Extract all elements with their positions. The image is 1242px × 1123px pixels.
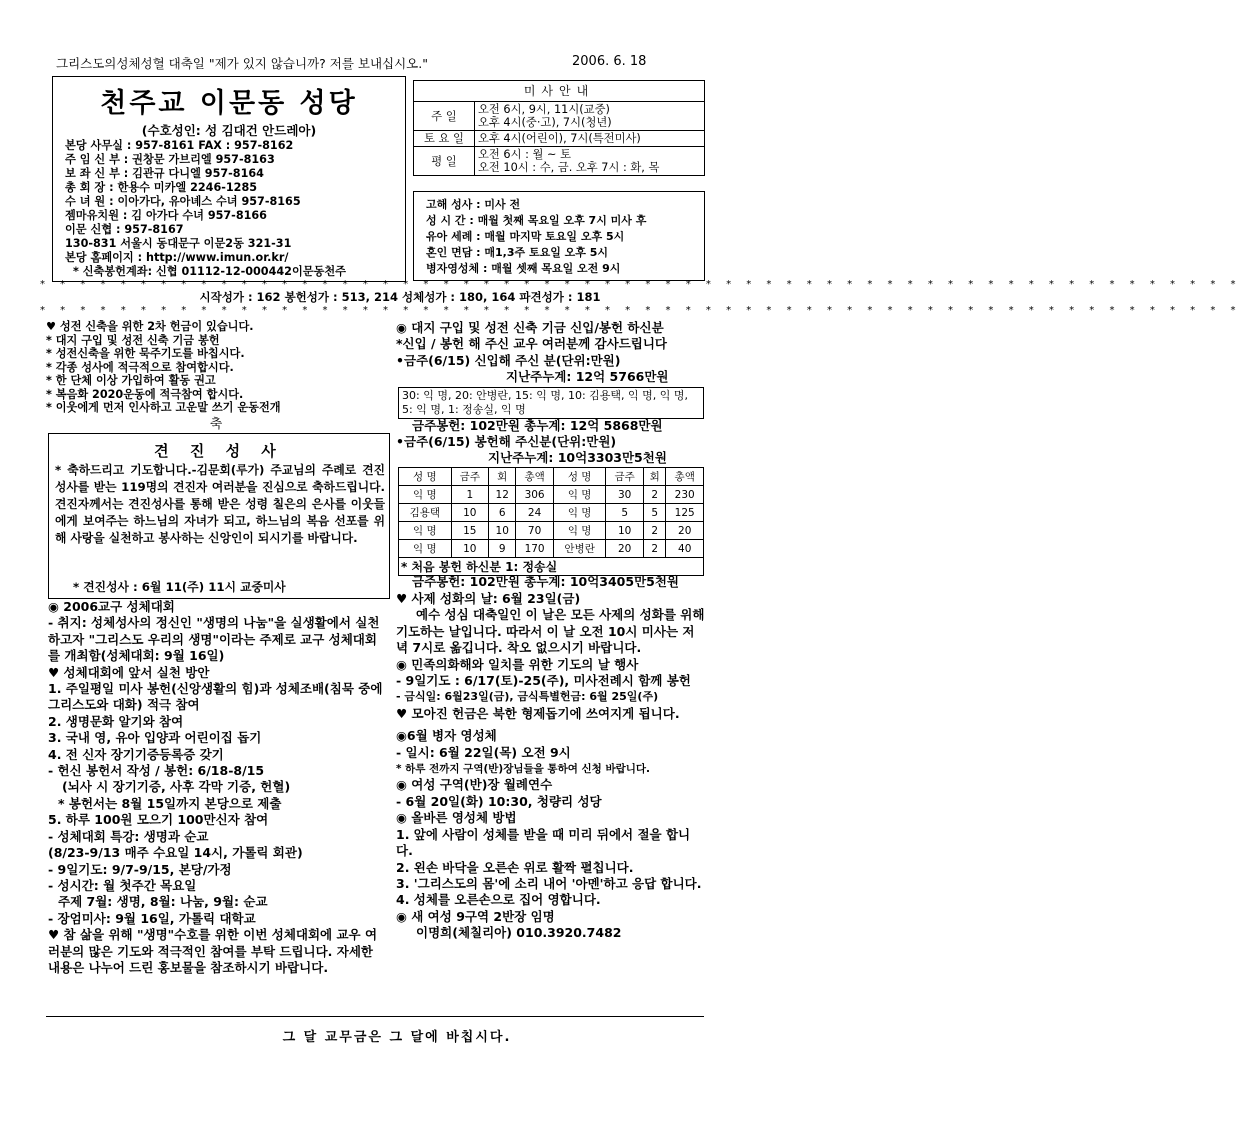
table-cell: 6 [489,504,516,522]
table-row [399,504,704,522]
parish-info-box [52,76,406,282]
list-item: - 9일기도: 9/7-9/15, 본당/가정 [48,861,232,877]
table-cell: 5 [606,504,644,522]
table-cell: 125 [666,504,704,522]
notice-item: * 이웃에게 먼저 인사하고 고운말 쓰기 운동전개 [46,401,281,414]
table-cell: 70 [516,522,554,540]
mass-time: 오후 4시(어린이), 7시(특전미사) [475,131,705,147]
confirmation-title: 견 진 성 사 [154,442,284,460]
list-item: (8/23-9/13 매주 수요일 14시, 가톨릭 회관) [48,845,303,861]
list-item: - 성체대회 특강: 생명과 순교 [48,828,209,844]
notice-item: * 한 단체 이상 가입하여 활동 권고 [46,374,216,387]
table-header-row [399,468,704,486]
mass-schedule-title: 미사안내 [413,80,705,102]
donor-list: 30: 익 명, 20: 안병란, 15: 익 명, 10: 김용택, 익 명, 익 명, 5: 익 명, 1: 정송실, 익 명 [398,387,704,419]
section-heading: •금주(6/15) 봉헌해 주신분(단위:만원) [396,434,617,449]
mass-times [475,102,705,131]
column-header: 총액 [516,468,554,486]
notice-list [46,320,281,415]
list-item: 3. '그리스도의 몸'에 소리 내어 '아멘'하고 응답 합니다. [396,875,702,891]
paragraph: ♥ 참 삶을 위해 "생명"수호를 위한 이번 성체대회에 교우 여러분의 많은 기도와 적극적인 참여를 부탁 드립니다. 자세한 내용은 나누어 드린 홍보물을 참조하시기 바랍니다. [48,927,378,975]
first-donor-note: * 처음 봉헌 하신분 1: 정송실 [399,558,704,576]
list-item: 1. 앞에 사람이 성체를 받을 때 미리 뒤에서 절을 합니다. [396,826,691,859]
table-row [399,558,704,576]
table-cell: 5 [643,504,665,522]
table-row [399,540,704,558]
appointee: 이명희(체칠리아) 010.3920.7482 [416,925,622,941]
mass-time: 오전 6시, 9시, 11시(교중) [478,103,610,116]
table-row [399,486,704,504]
table-cell: 10 [451,504,489,522]
contact-line: 수 녀 원 : 이아가다, 유아녜스 수녀 957-8165 [65,195,301,208]
donation-table [398,467,704,576]
table-row [414,147,705,176]
table-cell: 익 명 [399,540,452,558]
table-cell: 10 [451,540,489,558]
table-cell: 20 [666,522,704,540]
list-item: - 6월 20일(화) 10:30, 청량리 성당 [396,793,602,809]
list-item: * 봉헌서는 8월 15일까지 본당으로 제출 [58,795,282,811]
footer-divider [46,1016,704,1017]
list-item: - 9일기도 : 6/17(토)-25(주), 미사전례시 함께 봉헌 [396,673,691,689]
section-heading: ♥ 사제 성화의 날: 6월 23일(금) [396,591,581,606]
table-cell: 12 [489,486,516,504]
table-cell: 익 명 [553,504,606,522]
table-row [414,131,705,147]
list-item: 5. 하루 100원 모으기 100만신자 참여 [48,812,269,828]
left-column [48,599,388,976]
star-divider: * * * * * * * * * * * * * * * * * * * * * * * * * * * * * * * * * * * * * * * * * * * * * * * * * * * * * * * * * * * * [40,279,1242,290]
table-cell: 안병란 [553,540,606,558]
list-item: - 일시: 6월 22일(목) 오전 9시 [396,744,571,760]
table-cell: 306 [516,486,554,504]
column-header: 금주 [451,468,489,486]
paragraph: ♥ 모아진 헌금은 북한 형제돕기에 쓰여지게 됩니다. [396,705,680,721]
footer-message: 그 달 교무금은 그 달에 바칩시다. [282,1030,512,1045]
sacrament-line: 병자영성체 : 매월 셋째 목요일 오전 9시 [426,262,621,275]
table-cell: 10 [606,522,644,540]
table-cell: 24 [516,504,554,522]
table-cell: 9 [489,540,516,558]
mass-day: 주 일 [414,102,475,131]
section-heading: ◉ 새 여성 9구역 2반장 임명 [396,908,555,924]
confirmation-body: * 축하드리고 기도합니다.-김문회(루가) 주교님의 주례로 견진 성사를 받는 119명의 견진자 여러분을 진심으로 축하드립니다. 견진자께서는 견진성사를 통해 받은 성령 칠은의 은사를 이웃들에게 보여주는 하느님의 자녀가 되고, 하느님의 복음 선포를 위해 사랑을 실천하고 봉사하는 신앙인이 되시기를 바랍니다. [55,463,385,545]
section-heading: ◉ 민족의화해와 일치를 위한 기도의 날 행사 [396,656,639,672]
section-heading: ◉ 올바른 영성체 방법 [396,810,517,826]
list-item: 3. 국내 영, 유아 입양과 어린이집 돕기 [48,730,262,746]
bulletin-date: 2006. 6. 18 [572,54,647,69]
section-heading: ♥ 성체대회에 앞서 실천 방안 [48,664,210,680]
sacrament-line: 성 시 간 : 매월 첫째 목요일 오후 7시 미사 후 [426,214,647,227]
table-cell: 2 [643,486,665,504]
list-item: - 금식일: 6월23일(금), 금식특별헌금: 6월 25일(주) [396,690,659,704]
notice-item: * 복음화 2020운동에 적극참여 합시다. [46,387,244,401]
list-item: 4. 전 신자 장기기증등록증 갖기 [48,746,224,762]
donation-section [396,320,706,386]
section-heading: ◉6월 병자 영성체 [396,728,497,744]
donation-account: * 신축봉헌계좌: 신협 01112-12-000442이문동천주 [73,265,346,278]
table-cell: 20 [606,540,644,558]
column-header: 성 명 [399,468,452,486]
notice-item: ♥ 성전 신축을 위한 2차 헌금이 있습니다. [46,320,254,333]
mass-time: 오후 4시(중·고), 7시(청년) [478,116,612,129]
table-cell: 40 [666,540,704,558]
weekly-sum: 금주봉헌: 102만원 총누계: 10억3405만5천원 [412,574,680,589]
list-item: 2. 왼손 바닥을 오른손 위로 활짝 펼칩니다. [396,859,634,875]
address: 130-831 서울시 동대문구 이문2동 321-31 [65,237,292,250]
table-row [399,522,704,540]
sacrament-line: 혼인 면담 : 매1,3주 토요일 오후 5시 [426,246,609,259]
table-cell: 230 [666,486,704,504]
list-item: 주제 7월: 생명, 8월: 나눔, 9월: 순교 [58,894,268,910]
star-divider: * * * * * * * * * * * * * * * * * * * * * * * * * * * * * * * * * * * * * * * * * * * * * * * * * * * * * * * * * * * * [40,305,1242,316]
confirmation-date: * 견진성사 : 6월 11(주) 11시 교중미사 [73,580,286,594]
mass-day: 평 일 [414,147,475,176]
table-cell: 익 명 [399,486,452,504]
notice-item: * 대지 구입 및 성전 신축 기금 봉헌 [46,333,220,347]
list-item: - 헌신 봉헌서 작성 / 봉헌: 6/18-8/15 [48,763,265,779]
paragraph: •금주(6/15) 신입해 주신 분(단위:만원) [396,352,621,368]
section-heading: ◉ 대지 구입 및 성전 신축 기금 신입/봉헌 하신분 [396,320,664,335]
mass-day: 토 요 일 [414,131,475,147]
list-item: - 장엄미사: 9월 16일, 가톨릭 대학교 [48,910,256,926]
contact-line: 이문 신협 : 957-8167 [65,223,184,236]
notice-item: * 각종 성사에 적극적으로 참여합시다. [46,360,234,374]
mass-time: 오전 10시 : 수, 금. 오후 7시 : 화, 목 [478,161,660,174]
column-header: 회 [489,468,516,486]
table-cell: 익 명 [553,486,606,504]
column-header: 총액 [666,468,704,486]
column-header: 성 명 [553,468,606,486]
weekly-sum: 금주봉헌: 102만원 총누계: 12억 5868만원 [412,418,663,433]
notice-item: * 성전신축을 위한 묵주기도를 바칩시다. [46,347,245,360]
table-row [414,102,705,131]
table-cell: 2 [643,540,665,558]
contact-line: 주 임 신 부 : 권창문 가브리엘 957-8163 [65,153,275,166]
mass-schedule [413,80,705,280]
mass-time: 오전 6시 : 월 ~ 토 [478,148,571,161]
homepage-link[interactable]: 본당 홈페이지 : http://www.imun.or.kr/ [65,251,289,264]
list-item: (뇌사 시 장기기증, 사후 각막 기증, 헌혈) [62,779,291,795]
mass-table [413,101,705,176]
table-cell: 10 [489,522,516,540]
table-cell: 170 [516,540,554,558]
list-item: * 하루 전까지 구역(반)장님들을 통하여 신청 바랍니다. [396,763,651,776]
paragraph: 예수 성심 대축일인 이 날은 모든 사제의 성화를 위해 기도하는 날입니다. 따라서 이 날 오전 10시 미사는 저녁 7시로 옮깁니다. 착오 없으시기 바랍니다. [396,607,705,656]
sacrament-line: 고해 성사 : 미사 전 [426,198,521,211]
section-heading: ◉ 2006교구 성체대회 [48,599,175,614]
contact-line: 본당 사무실 : 957-8161 FAX : 957-8162 [65,139,294,152]
parish-name: 천주교 이문동 성당 [100,88,358,119]
contact-line: 젬마유치원 : 김 아가다 수녀 957-8166 [65,209,267,222]
congrats-label: 축 [209,417,227,432]
table-cell: 15 [451,522,489,540]
list-item: 2. 생명문화 알기와 참여 [48,713,184,729]
right-column-notices [396,591,706,942]
bulletin-theme: 그리스도의성체성혈 대축일 "제가 있지 않습니까? 저를 보내십시오." [56,56,428,71]
hymn-numbers: 시작성가 : 162 봉헌성가 : 513, 214 성체성가 : 180, 164 파견성가 : 181 [199,290,601,304]
section-heading: ◉ 여성 구역(반)장 월례연수 [396,777,553,793]
list-item: 1. 주일평일 미사 봉헌(신앙생활의 힘)과 성체조배(침묵 중에 그리스도와 대화) 적극 참여 [48,681,383,713]
list-item: 4. 성체를 오른손으로 집어 영합니다. [396,892,601,908]
table-cell: 1 [451,486,489,504]
column-header: 회 [643,468,665,486]
sacrament-line: 유아 세례 : 매월 마지막 토요일 오후 5시 [426,230,625,243]
accumulated-total: 지난주누계: 10억3303만5천원 [488,450,667,465]
column-header: 금주 [606,468,644,486]
confirmation-box [48,433,390,599]
table-cell: 익 명 [399,522,452,540]
accumulated-total: 지난주누계: 12억 5766만원 [506,369,669,385]
table-cell: 익 명 [553,522,606,540]
paragraph: *신입 / 봉헌 해 주신 교우 여러분께 감사드립니다 [396,336,667,352]
table-cell: 김용택 [399,504,452,522]
list-item: - 성시간: 월 첫주간 목요일 [48,877,197,893]
sacrament-info [413,191,705,281]
contact-line: 총 회 장 : 한용수 미카엘 2246-1285 [65,181,258,194]
patron-saint: (수호성인: 성 김대건 안드레아) [141,123,317,138]
paragraph: - 취지: 성체성사의 정신인 "생명의 나눔"을 실생활에서 실천하고자 "그리스도 우리의 생명"이라는 주제로 교구 성체대회를 개최함(성체대회: 9월 16일) [48,615,380,664]
mass-times [475,147,705,176]
contact-line: 보 좌 신 부 : 김관규 다니엘 957-8164 [65,167,264,180]
table-cell: 30 [606,486,644,504]
table-cell: 2 [643,522,665,540]
